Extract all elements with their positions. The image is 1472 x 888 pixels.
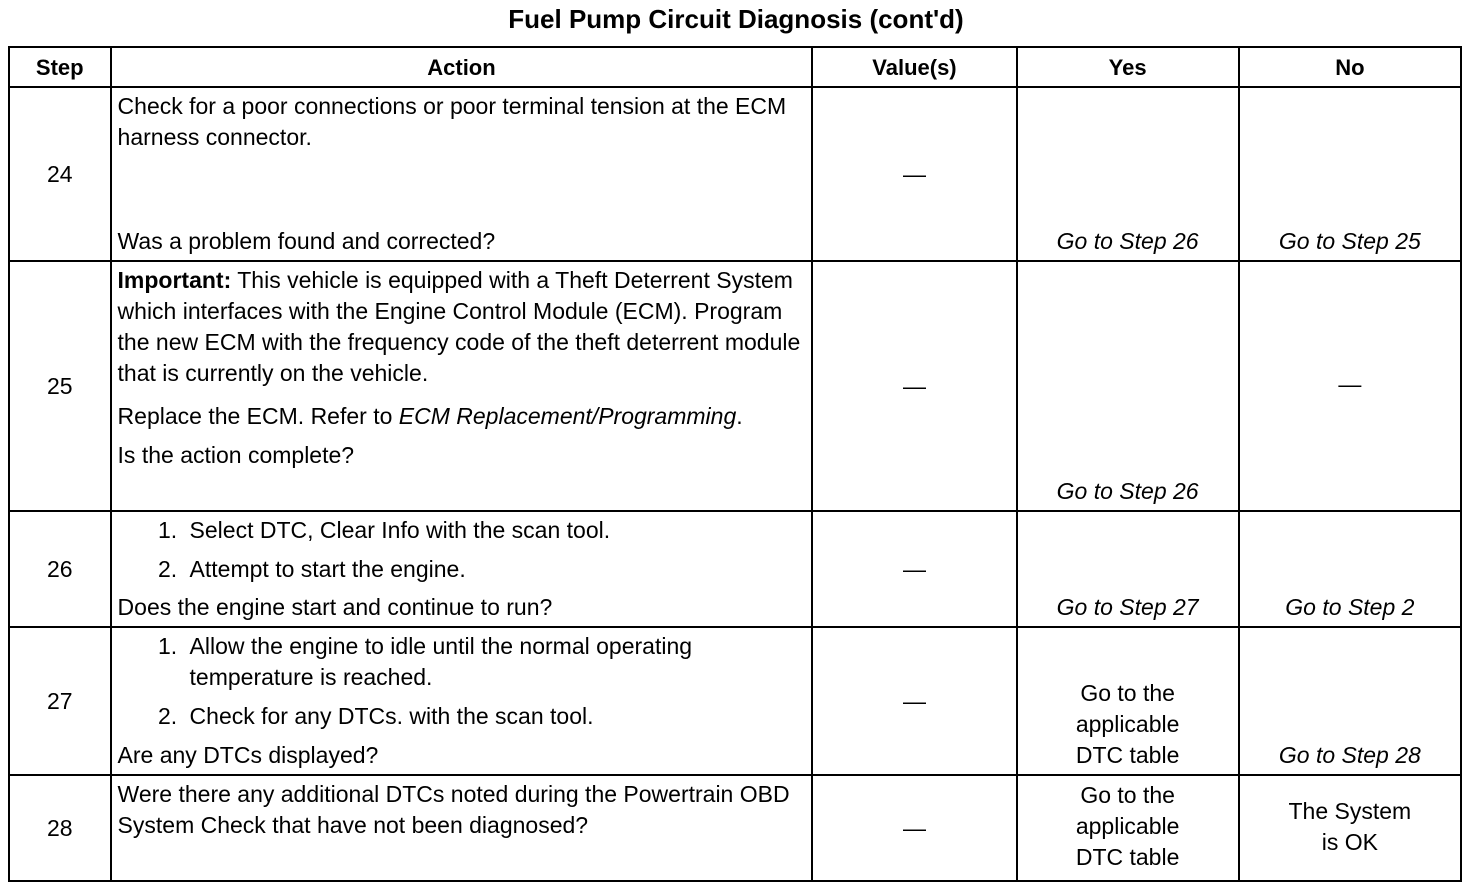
replace-text: Replace the ECM. Refer to <box>117 403 393 429</box>
header-values: Value(s) <box>812 47 1016 87</box>
action-list <box>118 631 806 732</box>
no-line: The System <box>1288 797 1412 824</box>
yes-line: DTC table <box>1075 742 1180 768</box>
header-step: Step <box>9 47 111 87</box>
diagnosis-table <box>8 46 1462 882</box>
yes-line: applicable <box>1075 813 1180 839</box>
yes-cell: Go to Step 26 <box>1017 261 1239 511</box>
action-cell <box>111 775 813 881</box>
list-item: 2. Attempt to start the engine. <box>184 554 806 585</box>
no-cell: Go to Step 2 <box>1239 511 1461 627</box>
action-cell <box>111 627 813 775</box>
list-item: 2. Check for any DTCs. with the scan tool. <box>184 701 806 732</box>
table-row <box>9 261 1461 511</box>
action-question: Are any DTCs displayed? <box>117 742 379 768</box>
value-cell: — <box>812 87 1016 261</box>
no-cell: Go to Step 25 <box>1239 87 1461 261</box>
table-row <box>9 511 1461 627</box>
replace-end: . <box>736 403 743 429</box>
step-number: 27 <box>9 627 111 775</box>
list-item: 1. Allow the engine to idle until the normal operating temperature is reached. <box>184 631 806 693</box>
header-action: Action <box>111 47 813 87</box>
value-cell: — <box>812 511 1016 627</box>
replace-reference: ECM Replacement/Programming <box>398 403 737 429</box>
yes-line: DTC table <box>1075 844 1180 870</box>
important-label: Important: <box>117 267 232 293</box>
action-cell <box>111 261 813 511</box>
value-cell: — <box>812 775 1016 881</box>
action-question: Does the engine start and continue to run? <box>117 594 553 620</box>
table-row <box>9 627 1461 775</box>
no-cell: Go to Step 28 <box>1239 627 1461 775</box>
header-no: No <box>1239 47 1461 87</box>
yes-line: Go to the <box>1080 680 1175 706</box>
action-text: Were there any additional DTCs noted during the Powertrain OBD System Check that have not been diagnosed? <box>117 781 790 838</box>
action-list <box>118 515 806 585</box>
action-cell <box>111 511 813 627</box>
yes-line: applicable <box>1075 711 1180 737</box>
table-row <box>9 775 1461 881</box>
yes-line: Go to the <box>1080 782 1175 808</box>
replace-instruction <box>118 401 806 432</box>
action-question: Was a problem found and corrected? <box>117 228 496 254</box>
no-cell: — <box>1239 261 1461 511</box>
table-header-row <box>9 47 1461 87</box>
page-title: Fuel Pump Circuit Diagnosis (cont'd) <box>508 4 964 34</box>
header-yes: Yes <box>1017 47 1239 87</box>
action-text: Check for a poor connections or poor terminal tension at the ECM harness connector. <box>117 93 787 150</box>
step-number: 26 <box>9 511 111 627</box>
step-number: 24 <box>9 87 111 261</box>
yes-cell <box>1017 775 1239 881</box>
no-cell <box>1239 775 1461 881</box>
important-note <box>118 265 806 389</box>
action-question: Is the action complete? <box>117 442 355 468</box>
list-item: 1. Select DTC, Clear Info with the scan tool. <box>184 515 806 546</box>
yes-cell: Go to Step 27 <box>1017 511 1239 627</box>
value-cell: — <box>812 261 1016 511</box>
yes-cell: Go to Step 26 <box>1017 87 1239 261</box>
yes-cell <box>1017 627 1239 775</box>
step-number: 25 <box>9 261 111 511</box>
step-number: 28 <box>9 775 111 881</box>
important-text: This vehicle is equipped with a Theft Deterrent System which interfaces with the Engine Control Module (ECM). Program the new ECM with the frequency code of the theft deterrent module that is currently on the vehicle. <box>117 267 801 386</box>
no-line: is OK <box>1321 828 1378 855</box>
table-row <box>9 87 1461 261</box>
action-cell <box>111 87 813 261</box>
value-cell: — <box>812 627 1016 775</box>
